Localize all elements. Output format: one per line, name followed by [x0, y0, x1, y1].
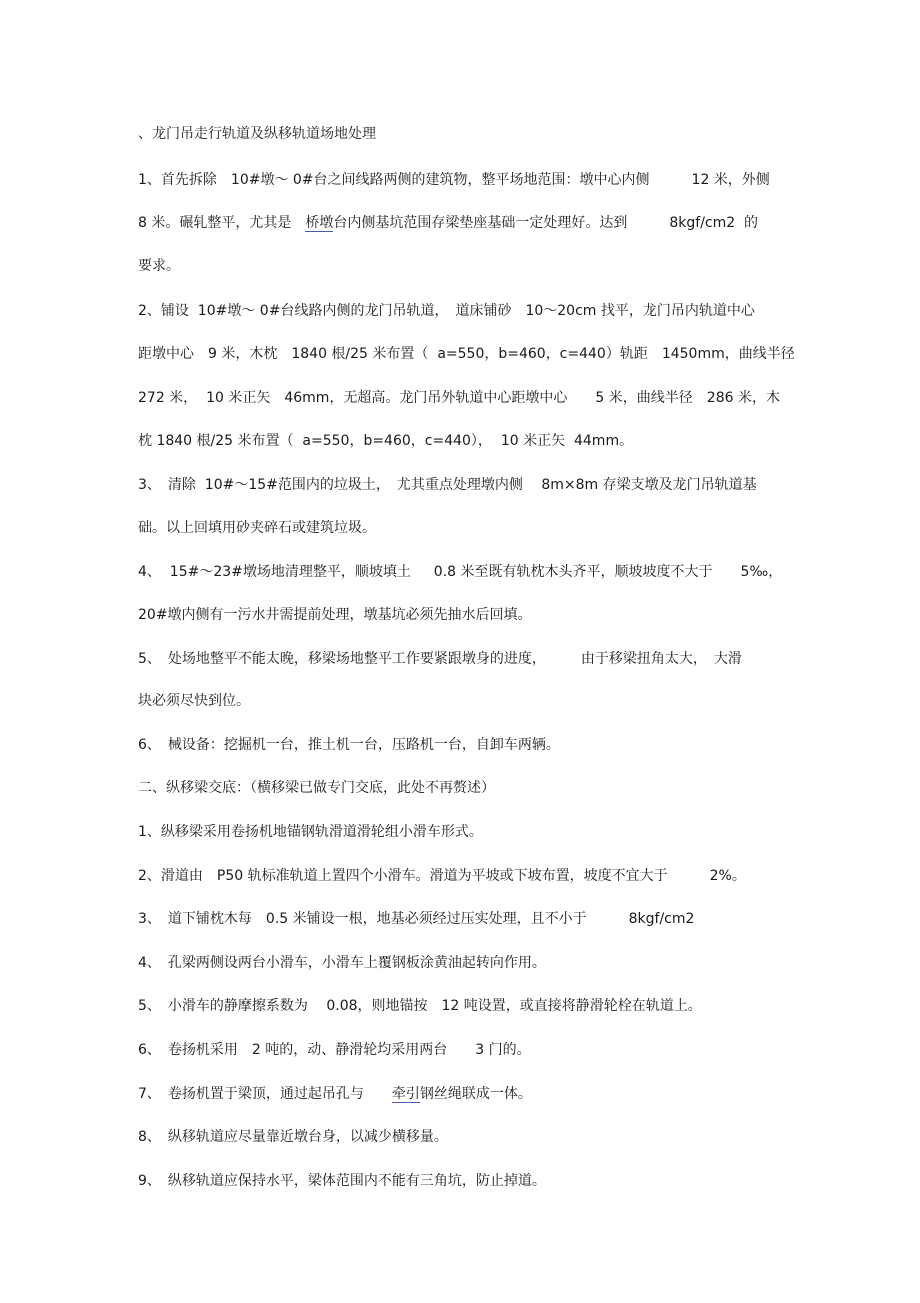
- paragraph-line: 础。以上回填用砂夹碎石或建筑垃圾。: [138, 520, 376, 536]
- paragraph-line: 5、 处场地整平不能太晚，移梁场地整平工作要紧跟墩身的进度， 由于移梁扭角太大， 大滑: [138, 651, 742, 667]
- paragraph-line: 要求。: [138, 258, 180, 274]
- list-item: [138, 1084, 532, 1104]
- paragraph-line: 块必须尽快到位。: [138, 693, 250, 709]
- bridge-pier-link[interactable]: 桥墩: [305, 215, 334, 231]
- section-heading: 二、纵移梁交底：（横移梁已做专门交底，此处不再赘述）: [138, 780, 495, 796]
- paragraph-line: 3、 清除 10#～15#范围内的垃圾土， 尤其重点处理墩内侧 8m×8m 存梁支墩及龙门吊轨道基: [138, 477, 757, 493]
- list-item: 4、 孔梁两侧设两台小滑车，小滑车上覆钢板涂黄油起转向作用。: [138, 955, 546, 971]
- list-item: 6、 卷扬机采用 2 吨的，动、静滑轮均采用两台 3 门的。: [138, 1042, 531, 1058]
- section-heading: 、龙门吊走行轨道及纵移轨道场地处理: [138, 126, 376, 142]
- text-span: 台内侧基坑范围存梁垫座基础一定处理好。达到 8kgf/cm2 的: [333, 215, 759, 231]
- text-span: 7、 卷扬机置于梁顶，通过起吊孔与: [138, 1086, 392, 1102]
- paragraph-line: 距墩中心 9 米，木枕 1840 根/25 米布置（ a=550，b=460，c=440）轨距 1450mm，曲线半径: [138, 346, 795, 362]
- paragraph-line: 6、 械设备：挖掘机一台，推土机一台，压路机一台，自卸车两辆。: [138, 737, 560, 753]
- list-item: 3、 道下铺枕木每 0.5 米铺设一根，地基必须经过压实处理，且不小于 8kgf/cm2: [138, 911, 695, 927]
- list-item: 8、 纵移轨道应尽量靠近墩台身，以减少横移量。: [138, 1129, 448, 1145]
- paragraph-line: 272 米， 10 米正矢 46mm，无超高。龙门吊外轨道中心距墩中心 5 米，曲线半径 286 米，木: [138, 390, 780, 406]
- paragraph-line: 枕 1840 根/25 米布置（ a=550，b=460，c=440）， 10 米正矢 44mm。: [138, 433, 634, 449]
- paragraph-line: 20#墩内侧有一污水井需提前处理，墩基坑必须先抽水后回填。: [138, 607, 532, 623]
- list-item: 9、 纵移轨道应保持水平，梁体范围内不能有三角坑，防止掉道。: [138, 1173, 546, 1189]
- text-span: 钢丝绳联成一体。: [419, 1086, 532, 1102]
- paragraph-line: 2、铺设 10#墩～ 0#台线路内侧的龙门吊轨道， 道床铺砂 10～20cm 找平，龙门吊内轨道中心: [138, 303, 755, 319]
- paragraph-line: 4、 15#～23#墩场地清理整平，顺坡填土 0.8 米至既有轨枕木头齐平，顺坡坡度不大于 5‰，: [138, 564, 783, 580]
- paragraph-line: 1、首先拆除 10#墩～ 0#台之间线路两侧的建筑物，整平场地范围：墩中心内侧 12 米，外侧: [138, 172, 770, 188]
- text-span: 8 米。碾轧整平，尤其是: [138, 215, 306, 231]
- list-item: 5、 小滑车的静摩擦系数为 0.08，则地锚按 12 吨设置，或直接将静滑轮栓在轨道上。: [138, 998, 702, 1014]
- paragraph-line: [138, 213, 758, 233]
- traction-link[interactable]: 牵引: [391, 1086, 420, 1102]
- list-item: 2、滑道由 P50 轨标准轨道上置四个小滑车。滑道为平坡或下坡布置，坡度不宜大于 2%。: [138, 868, 746, 884]
- list-item: 1、纵移梁采用卷扬机地锚钢轨滑道滑轮组小滑车形式。: [138, 824, 483, 840]
